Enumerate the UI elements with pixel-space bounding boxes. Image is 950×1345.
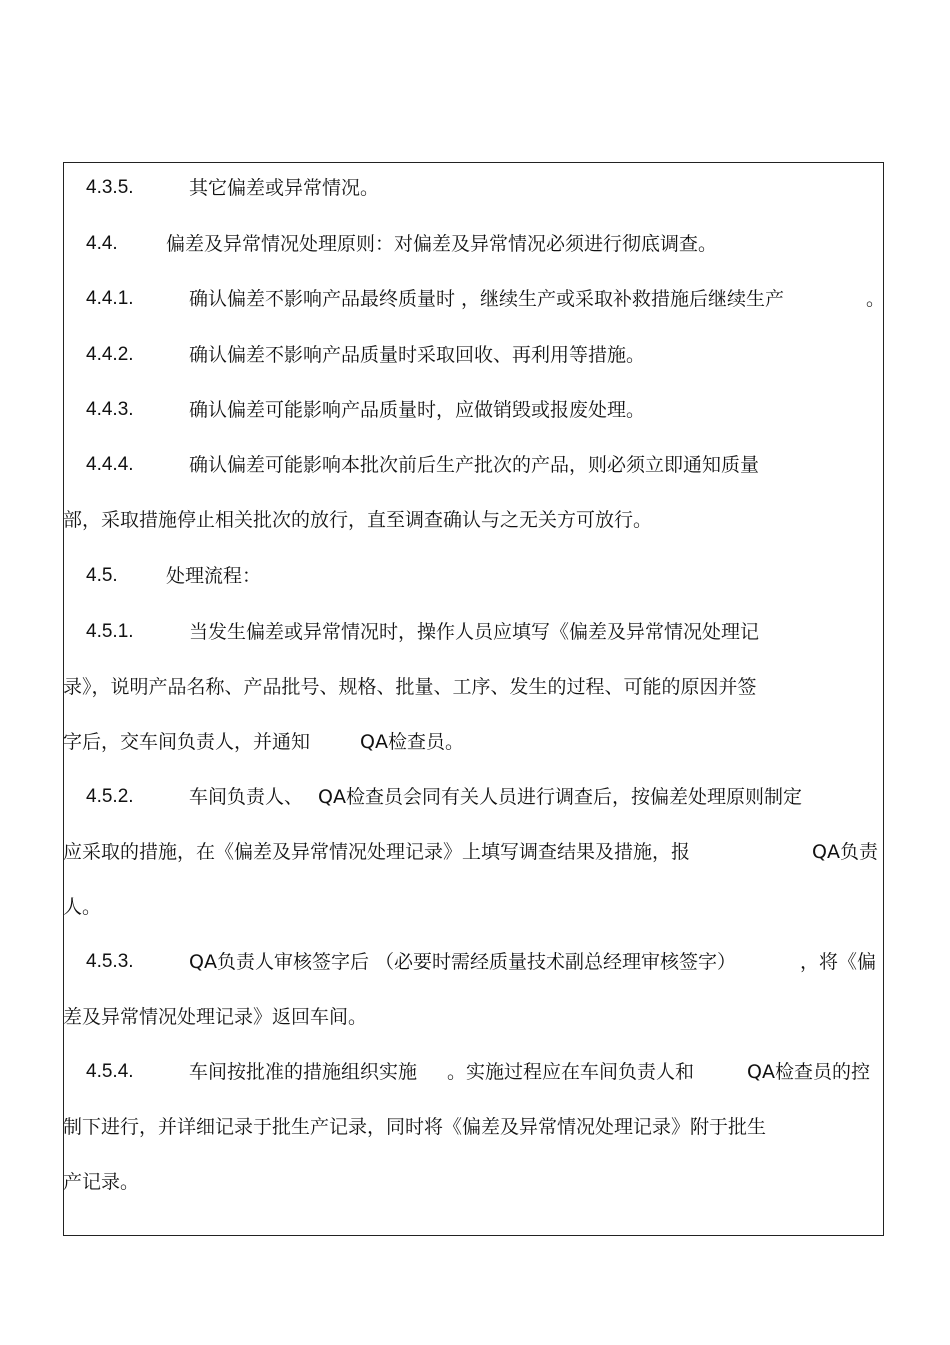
clause-continuation: 应采取的措施，在《偏差及异常情况处理记录》上填写调查结果及措施，报 [63,841,691,863]
clause-number: 4.5.2. [86,786,134,807]
clause-number: 4.5.3. [86,951,134,972]
clause-continuation: 差及异常情况处理记录》返回车间。 [63,1006,368,1028]
clause-continuation: 产记录。 [63,1171,140,1193]
clause-text: QA检查员会同有关人员进行调查后，按偏差处理原则制定 [318,786,802,808]
clause-continuation: 人。 [63,896,102,918]
clause-text: 车间负责人、 [189,786,304,808]
clause-text: 偏差及异常情况处理原则：对偏差及异常情况必须进行彻底调查。 [166,233,718,255]
clause-text: 确认偏差不影响产品最终质量时 ，继续生产或采取补救措施后继续生产 [189,288,785,310]
clause-text: 车间按批准的措施组织实施 [189,1061,418,1083]
clause-continuation: QA检查员。 [360,731,464,753]
clause-number: 4.5. [86,565,118,586]
clause-text: ，将《偏 [800,951,877,973]
clause-continuation: 制下进行，并详细记录于批生产记录，同时将《偏差及异常情况处理记录》附于批生 [63,1116,767,1138]
clause-text-tail: 。 [866,288,886,310]
clause-number: 4.4.3. [86,399,134,420]
clause-continuation: 部，采取措施停止相关批次的放行，直至调查确认与之无关方可放行。 [63,509,653,531]
clause-text: 确认偏差可能影响产品质量时，应做销毁或报废处理。 [189,399,646,421]
clause-number: 4.5.1. [86,621,134,642]
clause-number: 4.4. [86,233,118,254]
clause-text: QA检查员的控 [747,1061,870,1083]
clause-text: QA负责人审核签字后 （必要时需经质量技术副总经理审核签字） [189,951,736,973]
clause-number: 4.5.4. [86,1061,134,1082]
clause-number: 4.3.5. [86,177,134,198]
clause-continuation: 字后，交车间负责人，并通知 [63,731,311,753]
clause-text: 确认偏差不影响产品质量时采取回收、再利用等措施。 [189,344,646,366]
clause-text: 。实施过程应在车间负责人和 [447,1061,695,1083]
clause-text: 处理流程： [166,565,262,587]
clause-number: 4.4.1. [86,288,134,309]
clause-text: 当发生偏差或异常情况时，操作人员应填写《偏差及异常情况处理记 [189,621,760,643]
clause-continuation: 录》，说明产品名称、产品批号、规格、批量、工序、发生的过程、可能的原因并签 [63,676,757,698]
clause-text: 其它偏差或异常情况。 [189,177,380,199]
clause-number: 4.4.4. [86,454,134,475]
clause-continuation: QA负责 [812,841,878,863]
clause-number: 4.4.2. [86,344,134,365]
clause-text: 确认偏差可能影响本批次前后生产批次的产品，则必须立即通知质量 [189,454,760,476]
